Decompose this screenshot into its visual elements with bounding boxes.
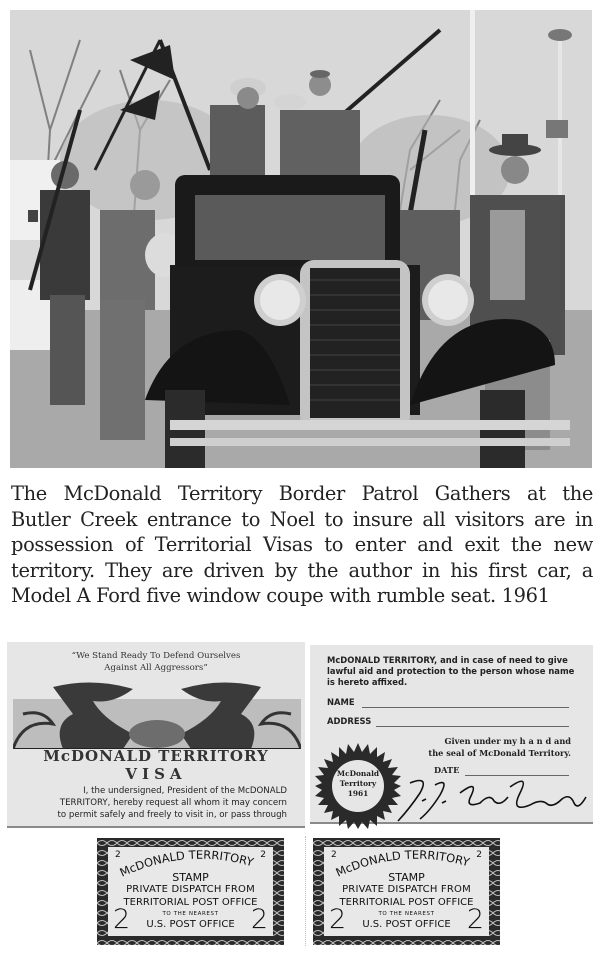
- visa-subtitle: VISA: [125, 765, 187, 783]
- visa-body-text: [15, 785, 287, 821]
- address-field-line: [376, 726, 569, 727]
- visa-back-text: [327, 655, 575, 689]
- motto-line: Against All Aggressors”: [104, 662, 208, 673]
- svg-text:McDONALD TERRITORY: McDONALD TERRITORY: [117, 847, 256, 880]
- seal-text: [315, 769, 401, 799]
- denomination-large: 2: [466, 904, 484, 935]
- twin-griffins-icon: [13, 679, 301, 749]
- denomination-large: 2: [250, 904, 268, 935]
- visa-motto: [7, 651, 305, 674]
- visa-card-front: [7, 642, 305, 828]
- photo-caption: [11, 481, 593, 609]
- visa-back-line: is hereto affixed.: [327, 677, 408, 688]
- visa-title: McDONALD TERRITORY: [43, 747, 269, 765]
- perforation-divider: [305, 836, 306, 946]
- visa-back-line: lawful aid and protection to the person whose name: [327, 666, 575, 677]
- given-under-hand-text: [428, 736, 571, 759]
- visa-body-line: TERRITORY, hereby request all whom it may concern: [59, 798, 287, 808]
- photograph-icon: [10, 10, 592, 468]
- stamp-face: [108, 847, 273, 936]
- stamp-line: U.S. POST OFFICE: [362, 919, 451, 930]
- caption-line: Butler Creek entrance to Noel to insure all visitors are in: [11, 507, 593, 531]
- stamp-face: [324, 847, 489, 936]
- stamp-label: STAMP: [388, 871, 425, 884]
- visa-body-line: to permit safely and freely to visit in, or pass through: [57, 810, 287, 820]
- denomination: 2: [331, 850, 337, 860]
- caption-line: territory. They are driven by the author in his first car, a: [11, 558, 593, 582]
- svg-text:McDONALD TERRITORY: McDONALD TERRITORY: [333, 847, 472, 880]
- denomination: 2: [476, 850, 482, 860]
- stamp-label: STAMP: [172, 871, 209, 884]
- denomination-large: 2: [113, 904, 131, 935]
- stamp-line: TERRITORIAL POST OFFICE: [123, 897, 258, 908]
- stamp-line: TO THE NEAREST: [162, 911, 219, 917]
- denomination: 2: [260, 850, 266, 860]
- given-line: the seal of McDonald Territory.: [428, 747, 571, 758]
- address-label: ADDRESS: [327, 716, 372, 726]
- motto-line: “We Stand Ready To Defend Ourselves: [71, 651, 241, 661]
- caption-line: possession of Territorial Visas to enter and exit the new: [11, 533, 593, 557]
- territory-stamp: [313, 838, 500, 945]
- caption-line: The McDonald Territory Border Patrol Gathers at the: [11, 482, 593, 505]
- seal-line: Territory: [339, 779, 377, 788]
- name-field-line: [362, 707, 569, 708]
- denomination-large: 2: [329, 904, 347, 935]
- signature-icon: [390, 773, 590, 825]
- visa-card-back: [310, 645, 593, 824]
- caption-line: Model A Ford five window coupe with rumble seat. 1961: [11, 584, 550, 608]
- stamp-line: TERRITORIAL POST OFFICE: [339, 897, 474, 908]
- stamp-line: TO THE NEAREST: [378, 911, 435, 917]
- stamp-line: PRIVATE DISPATCH FROM: [126, 884, 255, 895]
- stamp-line: PRIVATE DISPATCH FROM: [342, 884, 471, 895]
- visa-back-line: McDONALD TERRITORY, and in case of need to give: [327, 655, 568, 665]
- name-label: NAME: [327, 697, 355, 707]
- stamp-line: U.S. POST OFFICE: [146, 919, 235, 930]
- territory-stamp: [97, 838, 284, 945]
- given-line: Given under my h a n d and: [444, 736, 571, 746]
- date-label: DATE: [434, 765, 460, 775]
- seal-line: McDonald: [336, 769, 380, 778]
- visa-body-line: I, the undersigned, President of the McDONALD: [83, 786, 287, 796]
- border-patrol-photo: [10, 10, 592, 468]
- seal-line: 1961: [347, 789, 369, 798]
- denomination: 2: [115, 850, 121, 860]
